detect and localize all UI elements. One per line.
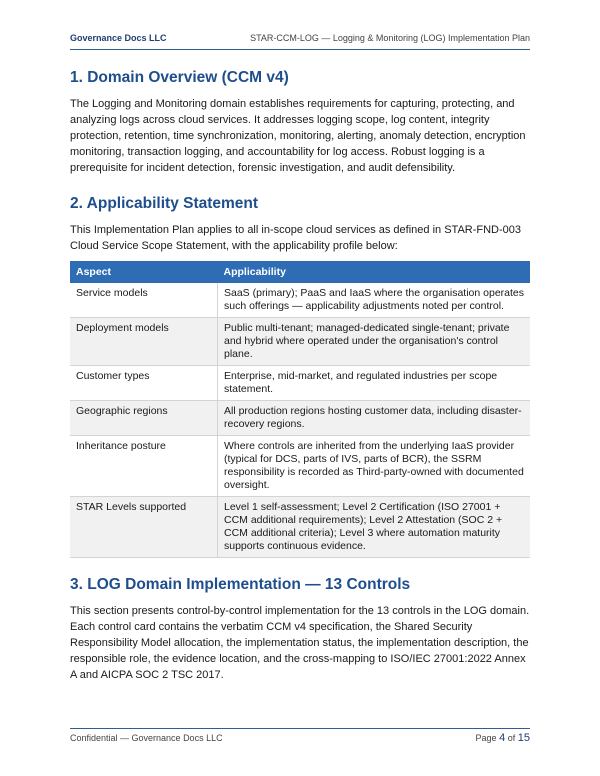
table-row — [70, 436, 530, 497]
aspect-cell: Service models — [70, 283, 218, 318]
section-2-heading: 2. Applicability Statement — [70, 195, 259, 212]
company-name: Governance Docs LLC — [70, 33, 167, 43]
applicability-table — [70, 261, 530, 558]
applicability-cell: Enterprise, mid-market, and regulated industries per scope statement. — [218, 366, 531, 401]
table-row — [70, 318, 530, 366]
table-row — [70, 401, 530, 436]
applicability-cell: Public multi-tenant; managed-dedicated single-tenant; private and hybrid where operated under the organisation's control plane. — [218, 318, 531, 366]
aspect-cell: Geographic regions — [70, 401, 218, 436]
applicability-cell: Level 1 self-assessment; Level 2 Certification (ISO 27001 + CCM additional requirements); Level 2 Attestation (SOC 2 + CCM additional criteria); Level 3 where automation maturity supports continuous evidence. — [218, 497, 531, 558]
table-row — [70, 283, 530, 318]
column-header-aspect: Aspect — [70, 261, 218, 283]
section-1-heading: 1. Domain Overview (CCM v4) — [70, 69, 289, 86]
aspect-cell: Deployment models — [70, 318, 218, 366]
page-footer — [70, 728, 530, 744]
aspect-cell: Inheritance posture — [70, 436, 218, 497]
page-number — [476, 732, 530, 744]
page-of-label: of — [507, 733, 516, 743]
total-pages: 15 — [517, 732, 530, 744]
column-header-applicability: Applicability — [218, 261, 531, 283]
document-title: STAR-CCM-LOG — Logging & Monitoring (LOG) Implementation Plan — [250, 33, 530, 43]
confidentiality-notice: Confidential — Governance Docs LLC — [70, 733, 223, 743]
aspect-cell: Customer types — [70, 366, 218, 401]
applicability-cell: SaaS (primary); PaaS and IaaS where the organisation operates such offerings — applicability adjustments noted per control. — [218, 283, 531, 318]
section-1-paragraph: The Logging and Monitoring domain establishes requirements for capturing, protecting, and analyzing logs across cloud services. It addresses logging scope, log content, integrity protection, retention, time synchronization, monitoring, alerting, anomaly detection, encryption monitoring, transaction logging, and accountability for log access. Robust logging is a prerequisite for incident detection, forensic investigation, and audit defensibility. — [70, 98, 526, 174]
table-row — [70, 497, 530, 558]
table-row — [70, 366, 530, 401]
applicability-cell: Where controls are inherited from the underlying IaaS provider (typical for DCS, parts of IVS, parts of BCR), the SSRM responsibility is recorded as Third-party-owned with documented oversight. — [218, 436, 531, 497]
section-2-paragraph: This Implementation Plan applies to all in-scope cloud services as defined in STAR-FND-003 Cloud Service Scope Statement, with the applicability profile below: — [70, 224, 522, 252]
page-content — [70, 68, 530, 683]
section-3-paragraph: This section presents control-by-control implementation for the 13 controls in the LOG domain. Each control card contains the verbatim CCM v4 specification, the Shared Security Responsibility Model allocation, the implementation status, the implementation description, the responsible role, the evidence location, and the cross-mapping to ISO/IEC 27001:2022 Annex A and AICPA SOC 2 TSC 2017. — [70, 605, 530, 681]
page-header — [70, 33, 530, 50]
section-3-heading: 3. LOG Domain Implementation — 13 Controls — [70, 576, 411, 593]
applicability-cell: All production regions hosting customer data, including disaster-recovery regions. — [218, 401, 531, 436]
page-label: Page — [475, 733, 497, 743]
table-header-row — [70, 261, 530, 283]
aspect-cell: STAR Levels supported — [70, 497, 218, 558]
current-page: 4 — [499, 732, 506, 744]
